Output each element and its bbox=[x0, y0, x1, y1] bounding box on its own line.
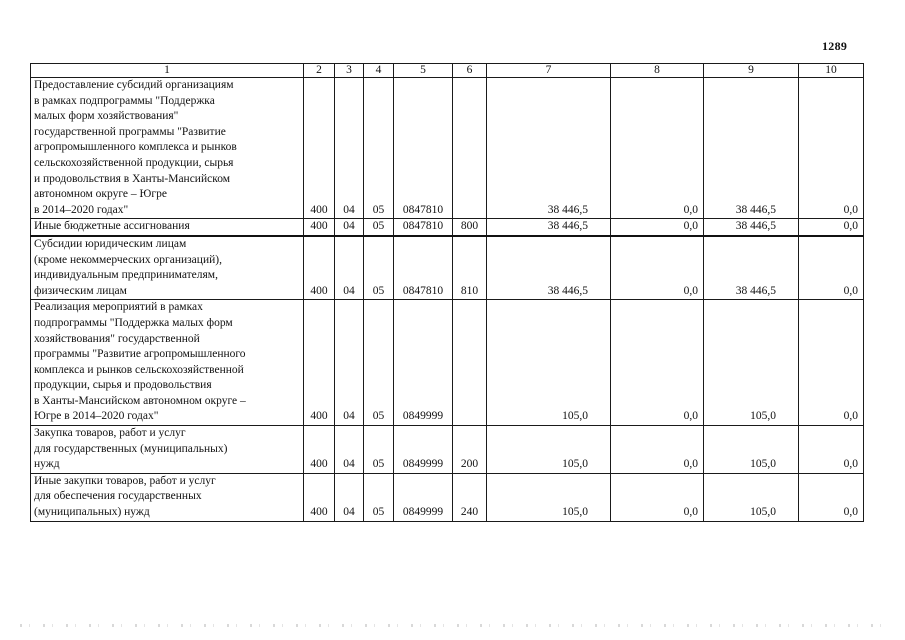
cell-c3: 04 bbox=[335, 219, 364, 236]
cell-c5: 0847810 bbox=[394, 78, 453, 219]
cell-c3: 04 bbox=[335, 236, 364, 300]
cell-c9: 105,0 bbox=[704, 426, 799, 474]
cell-c2: 400 bbox=[304, 78, 335, 219]
cell-c7: 38 446,5 bbox=[487, 78, 611, 219]
cell-c9: 105,0 bbox=[704, 473, 799, 521]
cell-c4: 05 bbox=[364, 236, 394, 300]
cell-c9: 38 446,5 bbox=[704, 236, 799, 300]
cell-c3: 04 bbox=[335, 300, 364, 426]
cell-c7: 38 446,5 bbox=[487, 236, 611, 300]
table-row bbox=[31, 473, 864, 521]
cell-c7: 105,0 bbox=[487, 473, 611, 521]
table-row bbox=[31, 236, 864, 300]
cell-c10: 0,0 bbox=[799, 426, 864, 474]
cell-c2: 400 bbox=[304, 219, 335, 236]
cell-c8: 0,0 bbox=[611, 300, 704, 426]
cell-c8: 0,0 bbox=[611, 236, 704, 300]
cell-c10: 0,0 bbox=[799, 219, 864, 236]
cell-c4: 05 bbox=[364, 473, 394, 521]
cell-c9: 38 446,5 bbox=[704, 78, 799, 219]
cell-c10: 0,0 bbox=[799, 78, 864, 219]
cell-c2: 400 bbox=[304, 236, 335, 300]
row-name: Иные бюджетные ассигнования bbox=[31, 219, 304, 236]
column-header: 3 bbox=[335, 64, 364, 78]
cell-c2: 400 bbox=[304, 426, 335, 474]
cell-c9: 105,0 bbox=[704, 300, 799, 426]
row-name: Реализация мероприятий в рамках подпрограммы "Поддержка малых форм хозяйствования" государственной программы "Развитие агропромышленного комплекса и рынков сельскохозяйственной продукции, сырья и продовольствия в Ханты-Мансийском автономном округе – Югре в 2014–2020 годах" bbox=[31, 300, 304, 426]
cell-c10: 0,0 bbox=[799, 300, 864, 426]
cell-c5: 0847810 bbox=[394, 236, 453, 300]
cell-c10: 0,0 bbox=[799, 236, 864, 300]
column-header: 1 bbox=[31, 64, 304, 78]
cell-c5: 0847810 bbox=[394, 219, 453, 236]
cell-c6: 800 bbox=[453, 219, 487, 236]
column-header: 2 bbox=[304, 64, 335, 78]
column-header: 8 bbox=[611, 64, 704, 78]
column-header: 6 bbox=[453, 64, 487, 78]
row-name: Закупка товаров, работ и услуг для государственных (муниципальных) нужд bbox=[31, 426, 304, 474]
column-header: 5 bbox=[394, 64, 453, 78]
cell-c2: 400 bbox=[304, 300, 335, 426]
cell-c5: 0849999 bbox=[394, 473, 453, 521]
table-row bbox=[31, 300, 864, 426]
cell-c9: 38 446,5 bbox=[704, 219, 799, 236]
cell-c6: 810 bbox=[453, 236, 487, 300]
cell-c8: 0,0 bbox=[611, 473, 704, 521]
page-number: 1289 bbox=[822, 39, 848, 53]
cell-c8: 0,0 bbox=[611, 426, 704, 474]
scan-artifact-line bbox=[20, 624, 890, 627]
table-row bbox=[31, 219, 864, 236]
cell-c2: 400 bbox=[304, 473, 335, 521]
cell-c4: 05 bbox=[364, 219, 394, 236]
row-name: Субсидии юридическим лицам (кроме некоммерческих организаций), индивидуальным предпринимателям, физическим лицам bbox=[31, 236, 304, 300]
cell-c4: 05 bbox=[364, 300, 394, 426]
cell-c5: 0849999 bbox=[394, 426, 453, 474]
cell-c3: 04 bbox=[335, 473, 364, 521]
cell-c6 bbox=[453, 300, 487, 426]
cell-c6: 200 bbox=[453, 426, 487, 474]
cell-c10: 0,0 bbox=[799, 473, 864, 521]
cell-c8: 0,0 bbox=[611, 78, 704, 219]
cell-c8: 0,0 bbox=[611, 219, 704, 236]
cell-c7: 105,0 bbox=[487, 300, 611, 426]
cell-c4: 05 bbox=[364, 426, 394, 474]
cell-c7: 105,0 bbox=[487, 426, 611, 474]
table-header-row bbox=[31, 64, 864, 78]
table-row bbox=[31, 426, 864, 474]
row-name: Иные закупки товаров, работ и услуг для обеспечения государственных (муниципальных) нужд bbox=[31, 473, 304, 521]
cell-c7: 38 446,5 bbox=[487, 219, 611, 236]
table-row bbox=[31, 78, 864, 219]
column-header: 10 bbox=[799, 64, 864, 78]
cell-c6: 240 bbox=[453, 473, 487, 521]
cell-c5: 0849999 bbox=[394, 300, 453, 426]
cell-c3: 04 bbox=[335, 78, 364, 219]
cell-c3: 04 bbox=[335, 426, 364, 474]
cell-c4: 05 bbox=[364, 78, 394, 219]
column-header: 4 bbox=[364, 64, 394, 78]
column-header: 7 bbox=[487, 64, 611, 78]
column-header: 9 bbox=[704, 64, 799, 78]
budget-table bbox=[30, 63, 864, 522]
cell-c6 bbox=[453, 78, 487, 219]
row-name: Предоставление субсидий организациям в рамках подпрограммы "Поддержка малых форм хозяйствования" государственной программы "Развитие агропромышленного комплекса и рынков сельскохозяйственной продукции, сырья и продовольствия в Ханты-Мансийском автономном округе – Югре в 2014–2020 годах" bbox=[31, 78, 304, 219]
